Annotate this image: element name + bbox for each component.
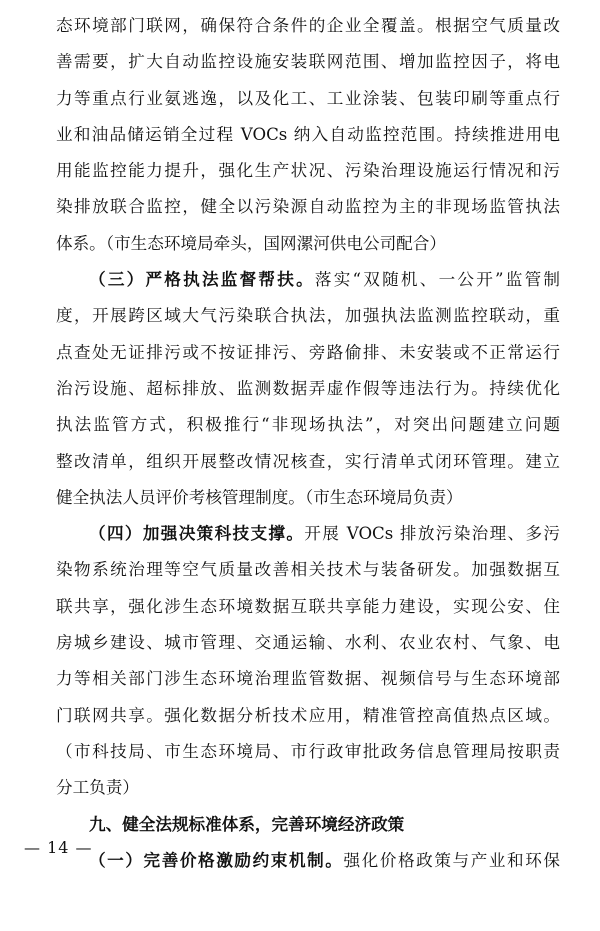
- text-line: 门联网共享。强化数据分析技术应用，精准管控高值热点区域。: [56, 705, 560, 725]
- paragraph-continuation: [56, 8, 560, 262]
- text-line: [56, 843, 560, 879]
- text-line: 用能监控能力提升，强化生产状况、污染治理设施运行情况和污: [56, 161, 560, 181]
- text-line: 染物系统治理等空气质量改善相关技术与装备研发。加强数据互: [56, 560, 560, 580]
- text-line: 健全执法人员评价考核管理制度。（市生态环境局负责）: [56, 487, 463, 507]
- text-line: （市科技局、市生态环境局、市行政审批政务信息管理局按职责: [56, 741, 560, 761]
- section-heading: 九、健全法规标准体系，完善环境经济政策: [89, 814, 405, 834]
- paragraph-heading: （三）严格执法监督帮扶。: [89, 270, 315, 290]
- paragraph-heading: （一）完善价格激励约束机制。: [89, 850, 344, 870]
- paragraph-text: 强化价格政策与产业和环保: [343, 850, 560, 870]
- text-line: 力等相关部门涉生态环境治理监管数据、视频信号与生态环境部: [56, 669, 560, 689]
- text-line: [56, 516, 560, 552]
- paragraph-tech-support: [56, 516, 560, 806]
- paragraph-enforcement: [56, 262, 560, 516]
- text-line: [56, 262, 560, 298]
- text-line: 房城乡建设、城市管理、交通运输、水利、农业农村、气象、电: [56, 633, 560, 653]
- text-line: 染排放联合监控，健全以污染源自动监控为主的非现场监管执法: [56, 197, 560, 217]
- paragraph-text: 落实“双随机、一公开”监管制: [314, 270, 560, 290]
- document-body: [56, 8, 560, 879]
- text-line: 治污设施、超标排放、监测数据弄虚作假等违法行为。持续优化: [56, 378, 560, 398]
- text-line: 分工负责）: [56, 778, 139, 798]
- paragraph-heading: （四）加强决策科技支撑。: [89, 524, 305, 544]
- text-line: 力等重点行业氨逃逸，以及化工、工业涂装、包装印刷等重点行: [56, 88, 560, 108]
- text-line: 业和油品储运销全过程 VOCs 纳入自动监控范围。持续推进用电: [56, 124, 560, 144]
- text-line: 度，开展跨区域大气污染联合执法，加强执法监测监控联动，重: [56, 306, 560, 326]
- text-line: 整改清单，组织开展整改情况核查，实行清单式闭环管理。建立: [56, 451, 560, 471]
- paragraph-price-mechanism: [56, 843, 560, 879]
- page-number: — 14 —: [24, 838, 93, 857]
- paragraph-text: 开展 VOCs 排放污染治理、多污: [304, 524, 560, 544]
- text-line: 点查处无证排污或不按证排污、旁路偷排、未安装或不正常运行: [56, 342, 560, 362]
- text-line: 联共享，强化涉生态环境数据互联共享能力建设，实现公安、住: [56, 596, 560, 616]
- text-line: 态环境部门联网，确保符合条件的企业全覆盖。根据空气质量改: [56, 16, 560, 35]
- text-line: 执法监管方式，积极推行“非现场执法”，对突出问题建立问题: [56, 415, 560, 435]
- text-line: 体系。（市生态环境局牵头，国网漯河供电公司配合）: [56, 233, 446, 253]
- text-line: 善需要，扩大自动监控设施安装联网范围、增加监控因子，将电: [56, 52, 560, 72]
